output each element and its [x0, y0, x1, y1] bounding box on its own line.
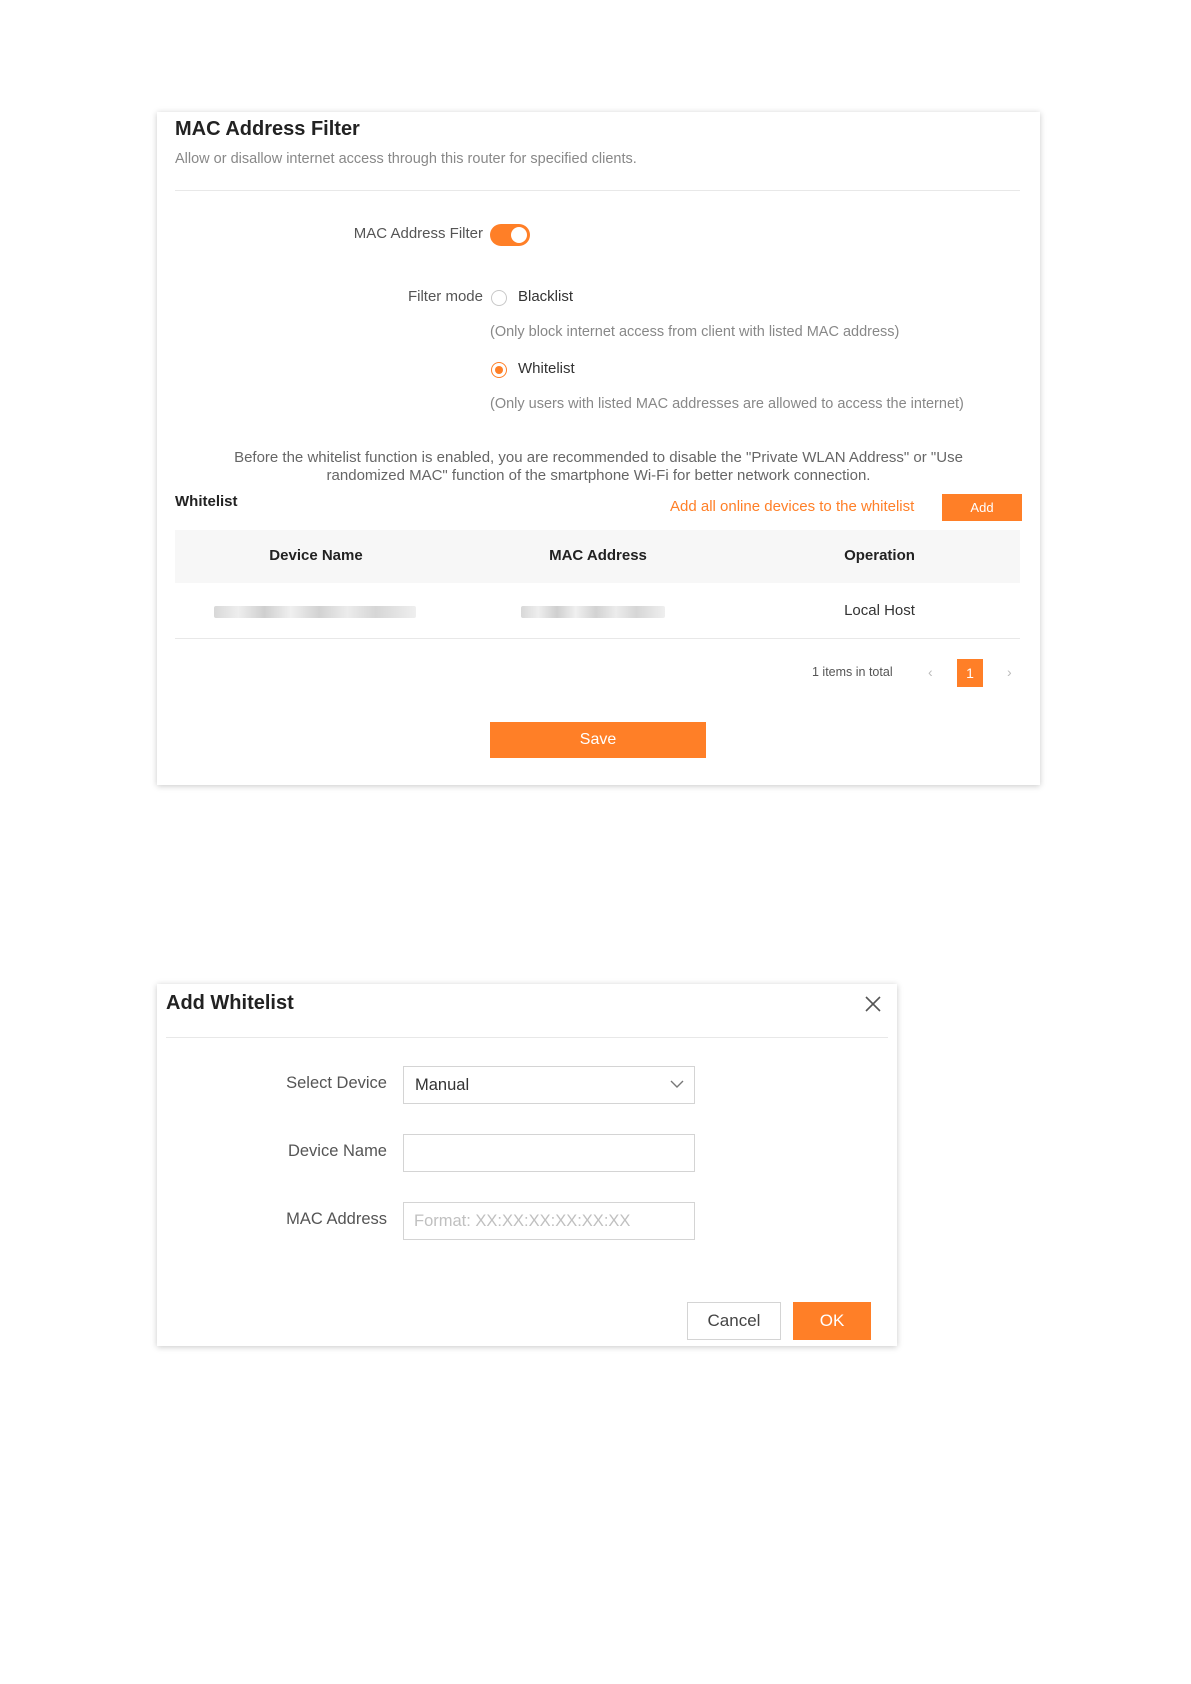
- dialog-divider: [166, 1037, 888, 1038]
- table-row: [175, 583, 1020, 638]
- whitelist-table-header: [175, 530, 1020, 583]
- whitelist-radio[interactable]: [491, 362, 507, 378]
- next-page-icon[interactable]: ›: [1007, 664, 1012, 680]
- mac-filter-label: MAC Address Filter: [353, 225, 483, 242]
- select-device-label: Select Device: [286, 1074, 387, 1092]
- close-icon[interactable]: [862, 993, 884, 1015]
- add-all-online-devices-link[interactable]: Add all online devices to the whitelist: [670, 498, 915, 515]
- pagination-total: 1 items in total: [812, 665, 893, 679]
- cancel-button[interactable]: Cancel: [687, 1302, 781, 1340]
- panel-title: MAC Address Filter: [175, 118, 360, 140]
- blacklist-hint: (Only block internet access from client with listed MAC address): [490, 324, 900, 340]
- select-device-value: Manual: [415, 1076, 470, 1094]
- operation-value: Local Host: [844, 602, 915, 619]
- mac-filter-panel: [157, 112, 1040, 785]
- column-mac-address: MAC Address: [549, 547, 647, 564]
- device-name-input[interactable]: [403, 1134, 695, 1172]
- add-button[interactable]: Add: [942, 494, 1022, 521]
- chevron-down-icon: [670, 1079, 684, 1089]
- prev-page-icon[interactable]: ‹: [928, 664, 933, 680]
- whitelist-title: Whitelist: [175, 493, 238, 510]
- toggle-knob: [511, 227, 527, 243]
- dialog-title: Add Whitelist: [166, 992, 294, 1014]
- mac-filter-toggle[interactable]: [490, 224, 530, 246]
- add-whitelist-dialog: [157, 984, 897, 1346]
- page-1-button[interactable]: 1: [957, 659, 983, 687]
- panel-subtitle: Allow or disallow internet access through this router for specified clients.: [175, 151, 637, 167]
- whitelist-hint: (Only users with listed MAC addresses are allowed to access the internet): [490, 396, 964, 412]
- table-bottom-divider: [175, 638, 1020, 639]
- blacklist-radio[interactable]: [491, 290, 507, 306]
- header-divider: [175, 190, 1020, 191]
- whitelist-notice-line1: Before the whitelist function is enabled, you are recommended to disable the "Private WLAN Address" or "Use: [234, 449, 963, 466]
- whitelist-label[interactable]: Whitelist: [518, 360, 575, 377]
- save-button[interactable]: Save: [490, 722, 706, 758]
- whitelist-notice-line2: randomized MAC" function of the smartphone Wi-Fi for better network connection.: [326, 467, 871, 484]
- device-name-label: Device Name: [287, 1142, 387, 1160]
- ok-button[interactable]: OK: [793, 1302, 871, 1340]
- mac-address-label: MAC Address: [286, 1210, 387, 1228]
- column-operation: Operation: [844, 547, 915, 564]
- column-device-name: Device Name: [269, 547, 363, 564]
- device-name-redacted: [214, 606, 416, 618]
- mac-address-redacted: [521, 606, 665, 618]
- select-device-dropdown[interactable]: [403, 1066, 695, 1104]
- filter-mode-label: Filter mode: [407, 288, 483, 305]
- mac-address-input[interactable]: [403, 1202, 695, 1240]
- blacklist-label[interactable]: Blacklist: [518, 288, 574, 305]
